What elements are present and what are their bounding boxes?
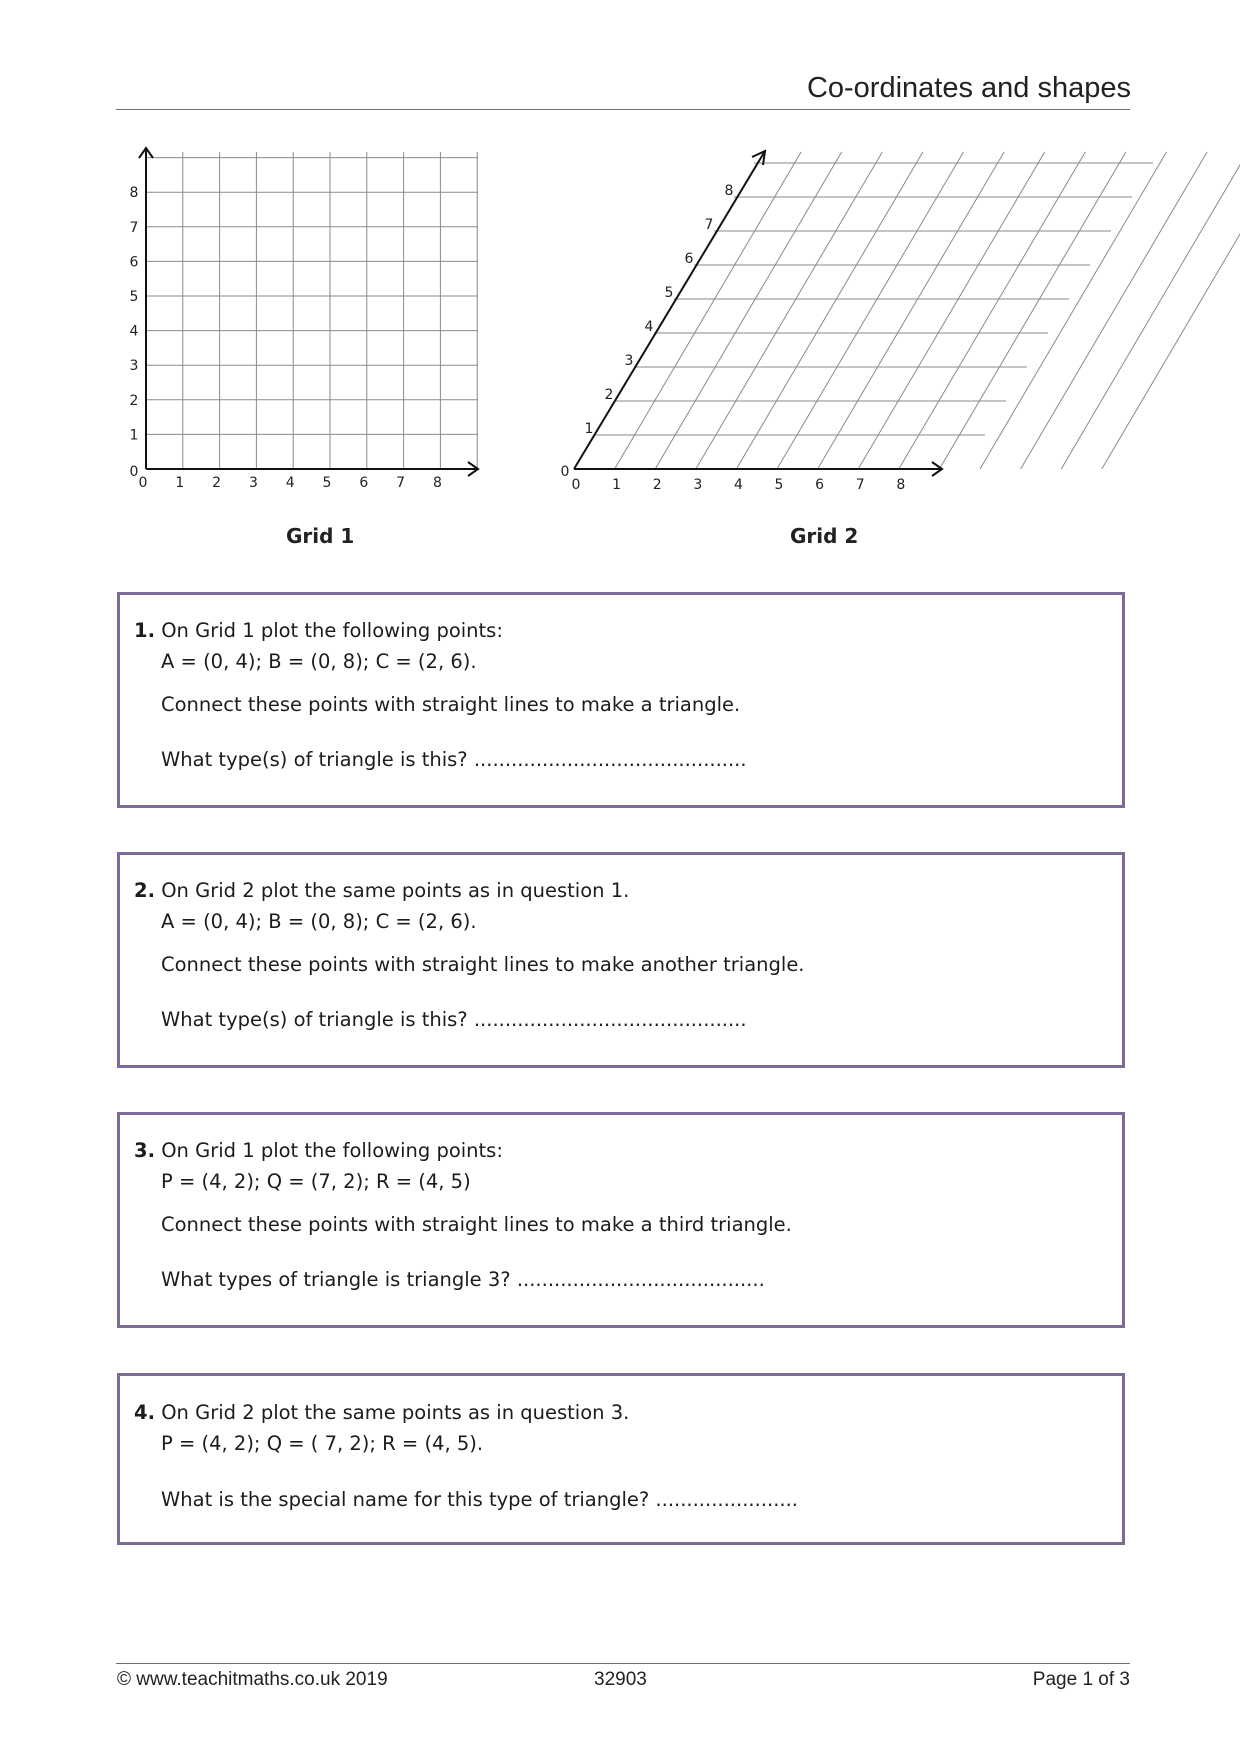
grid-1-y-tick-label: 5 [129,289,139,305]
footer-divider [116,1663,1130,1664]
grid-2-slanted-line [939,152,1125,469]
footer-copyright: © www.teachitmaths.co.uk 2019 [117,1669,388,1690]
grid-2-slanted-line [858,152,1044,469]
question-4-line-1: 4. On Grid 2 plot the same points as in question 3. [134,1401,630,1424]
grid-1-y-tick-label: 1 [129,427,139,444]
question-1-box [117,592,1125,808]
grid-2-slanted-line [655,152,841,469]
grid-2-slanted-line [777,152,963,469]
grid-1-y-tick-label: 0 [129,464,139,480]
question-2-box [117,852,1125,1068]
grid-1-x-tick-label: 2 [212,475,222,491]
grid-1-x-tick-label: 1 [175,475,185,491]
grid-2-x-tick-label: 2 [652,477,662,493]
question-3-answer-line[interactable]: What types of triangle is triangle 3? ........................................ [161,1268,765,1291]
grid-2-x-tick-label: 6 [815,477,825,493]
grid-2-y-tick-label: 2 [604,387,614,403]
grid-1-y-tick-label: 4 [129,323,139,340]
grid-2-x-tick-label: 1 [612,477,622,493]
grid-2-slanted-line [818,152,1004,469]
question-2-line-1: 2. On Grid 2 plot the same points as in question 1. [134,879,630,902]
question-2-line-2: A = (0, 4); B = (0, 8); C = (2, 6). [161,910,477,933]
grid-2-y-tick-label: 7 [704,217,714,233]
question-1-line-3: Connect these points with straight lines to make a triangle. [161,693,741,716]
grid-1-y-tick-label: 3 [129,358,139,375]
question-1-number: 1. [134,619,155,642]
grid-2-y-axis [574,151,765,469]
question-1-answer-line[interactable]: What type(s) of triangle is this? ............................................ [161,748,747,771]
grid-2-y-tick-label: 1 [584,421,594,437]
grid-2-slanted-line [980,152,1166,469]
question-2-number: 2. [134,879,155,902]
question-1-line-2: A = (0, 4); B = (0, 8); C = (2, 6). [161,650,477,673]
grid-2-y-tick-label: 8 [724,183,734,199]
question-4-line-2: P = (4, 2); Q = ( 7, 2); R = (4, 5). [161,1432,484,1455]
grid-1-x-tick-label: 0 [138,475,148,491]
grid-1-x-tick-label: 7 [396,475,406,491]
question-4-number: 4. [134,1401,155,1424]
grid-1-x-tick-label: 8 [432,475,442,491]
coordinate-grids [0,0,1240,560]
grid-2-y-tick-label: 6 [684,251,694,267]
grid-2-x-tick-label: 3 [693,477,703,493]
question-3-number: 3. [134,1139,155,1162]
footer-resource-code: 32903 [594,1669,647,1690]
grid-2-slanted-line [696,152,882,469]
page-title: Co-ordinates and shapes [806,72,1131,104]
grid-1-x-tick-label: 4 [285,475,295,491]
grid-2-x-tick-label: 8 [896,477,906,493]
grid-2-x-tick-label: 5 [774,477,784,493]
grid-1-x-tick-label: 3 [248,475,258,491]
question-2-line-3: Connect these points with straight lines to make another triangle. [161,953,805,976]
grid-2-x-tick-label: 7 [855,477,865,493]
grid-2-slanted-line [615,152,801,469]
question-1-line-1: 1. On Grid 1 plot the following points: [134,619,503,642]
grid-2-y-tick-label: 3 [624,353,634,369]
question-2-answer-line[interactable]: What type(s) of triangle is this? ............................................ [161,1008,747,1031]
grid-2-y-tick-label: 4 [644,319,654,335]
grid-1-x-tick-label: 6 [359,475,369,491]
question-3-line-2: P = (4, 2); Q = (7, 2); R = (4, 5) [161,1170,471,1193]
question-3-box [117,1112,1125,1328]
grid-2-x-tick-label: 4 [733,477,743,493]
question-4-box [117,1373,1125,1545]
grid-1-y-tick-label: 2 [129,392,139,409]
footer-page-number: Page 1 of 3 [1032,1669,1130,1690]
grid-2-slanted-line [736,152,922,469]
grid-1-caption: Grid 1 [286,524,355,548]
grid-1-x-tick-label: 5 [322,475,332,491]
grid-2-slanted-line [899,152,1085,469]
grid-2-y-tick-label: 0 [560,464,570,480]
grid-2-y-tick-label: 5 [664,285,674,301]
grid-2-caption: Grid 2 [790,524,859,548]
grid-1-y-tick-label: 6 [129,254,139,271]
grid-1-y-tick-label: 7 [129,219,139,236]
grid-2-slanted-line [1061,152,1240,469]
grid-2-slanted-line [1021,152,1207,469]
grid-1-y-tick-label: 8 [129,185,139,202]
question-3-line-1: 3. On Grid 1 plot the following points: [134,1139,503,1162]
question-3-line-3: Connect these points with straight lines to make a third triangle. [161,1213,792,1236]
grid-2-x-tick-label: 0 [571,477,581,493]
question-4-answer-line[interactable]: What is the special name for this type of triangle? ....................... [161,1488,798,1511]
